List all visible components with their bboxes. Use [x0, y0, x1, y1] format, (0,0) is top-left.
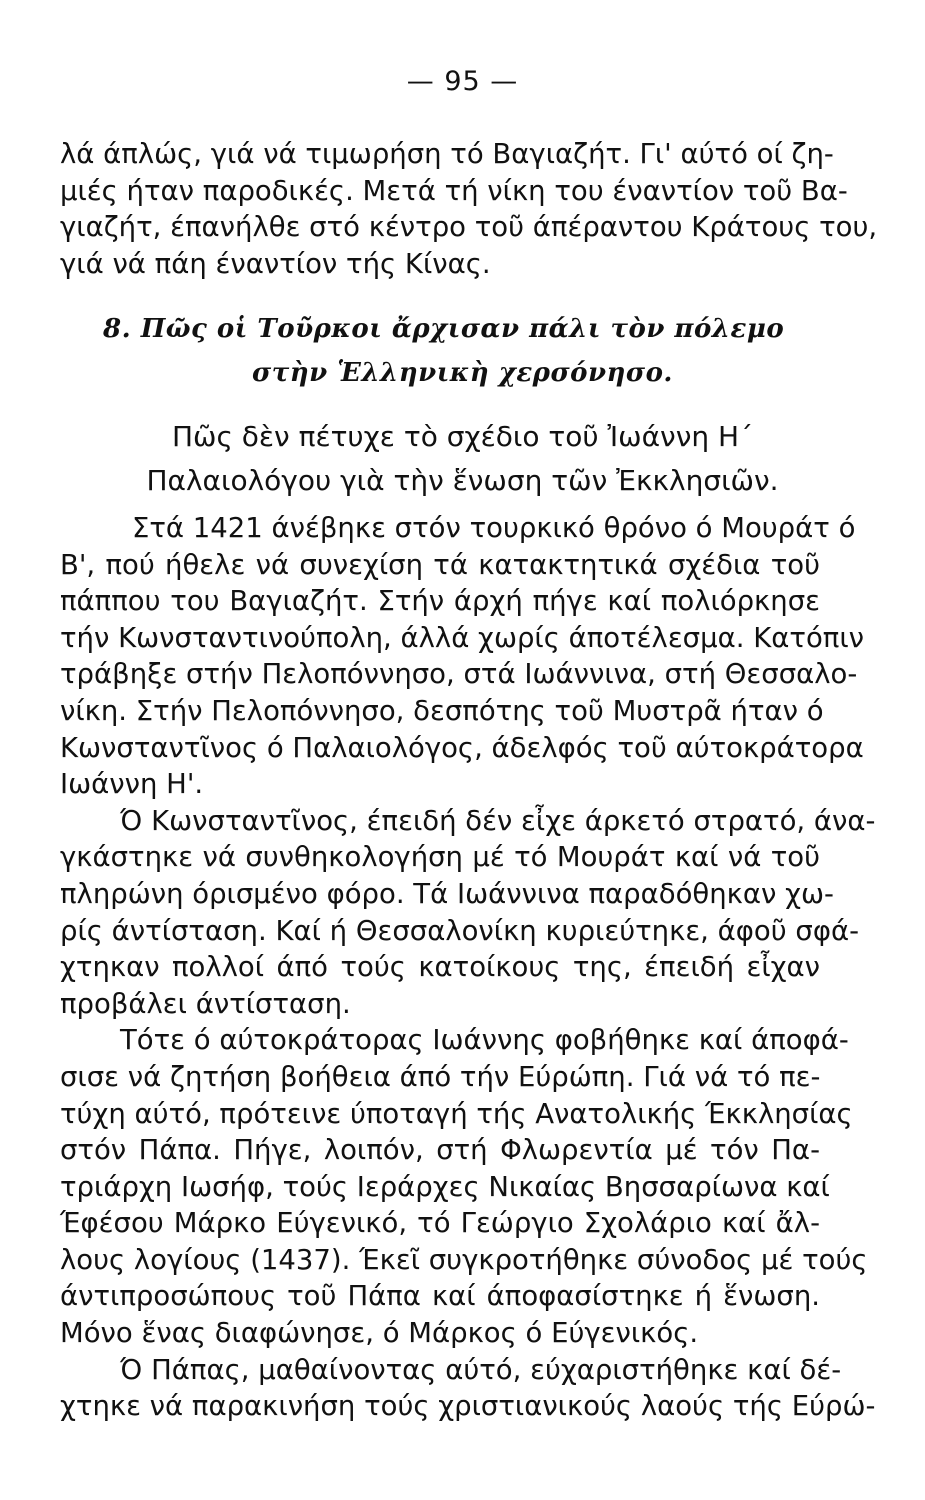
text-line: γκάστηκε νά συνθηκολογήση μέ τό Μουράτ καί νά τοῦ [60, 841, 820, 874]
text-line: γιά νά πάη έναντίον τής Κίνας. [60, 247, 491, 280]
text-line: σισε νά ζητήση βοήθεια άπό τήν Εύρώπη. Γιά νά τό πε- [60, 1060, 821, 1093]
text-line: μιές ήταν παροδικές. Μετά τή νίκη του έναντίον τοῦ Βα- [60, 174, 848, 207]
text-line: Ιωάννη Η'. [60, 768, 204, 801]
paragraph [60, 1022, 868, 1351]
text-line: τήν Κωνσταντινούπολη, άλλά χωρίς άποτέλεσμα. Κατόπιν [60, 621, 864, 654]
text-line: άντιπροσώπους τοῦ Πάπα καί άποφασίστηκε ή ἕνωση. [60, 1280, 820, 1313]
main-text [60, 510, 876, 1425]
page-number: — 95 — [406, 66, 519, 97]
paragraph [60, 1352, 876, 1425]
text-line: Κωνσταντῖνος ό Παλαιολόγος, άδελφός τοῦ αύτοκράτορα [60, 731, 864, 764]
paragraph [60, 510, 864, 803]
text-line: χτηκε νά παρακινήση τούς χριστιανικούς λαούς τής Εύρώ- [60, 1390, 876, 1423]
text-line: προβάλει άντίσταση. [60, 987, 351, 1020]
text-line: ρίς άντίσταση. Καί ή Θεσσαλονίκη κυριεύτηκε, άφοῦ σφά- [60, 914, 860, 947]
text-line: νίκη. Στήν Πελοπόννησο, δεσπότης τοῦ Μυστρᾶ ήταν ό [60, 694, 824, 727]
text-line: λά άπλώς, γιά νά τιμωρήση τό Βαγιαζήτ. Γι' αύτό οί ζη- [60, 138, 834, 170]
paragraph [60, 803, 876, 1023]
text-line: στόν Πάπα. Πήγε, λοιπόν, στή Φλωρεντία μέ τόν Πα- [60, 1134, 820, 1167]
text-line: Στά 1421 άνέβηκε στόν τουρκικό θρόνο ό Μουράτ ό [132, 512, 856, 544]
text-line: πάππου του Βαγιαζήτ. Στήν άρχή πήγε καί πολιόρκησε [60, 585, 820, 618]
text-line: Ό Κωνσταντῖνος, έπειδή δέν εἶχε άρκετό στρατό, άνα- [120, 804, 876, 837]
text-line: γιαζήτ, έπανήλθε στό κέντρο τοῦ άπέραντου Κράτους του, [60, 211, 878, 244]
section-heading-line: στὴν Ἑλληνικὴ χερσόνησο. [252, 358, 673, 388]
text-line: Ό Πάπας, μαθαίνοντας αύτό, εύχαριστήθηκε καί δέ- [120, 1353, 842, 1386]
text-line: τριάρχη Ιωσήφ, τούς Ιεράρχες Νικαίας Βησσαρίωνα καί [60, 1170, 830, 1203]
text-line: τύχη αύτό, πρότεινε ύποταγή τής Ανατολικής Έκκλησίας [60, 1097, 853, 1130]
text-line: Μόνο ἕνας διαφώνησε, ό Μάρκος ό Εύγενικός. [60, 1317, 699, 1350]
text-line: Β', πού ήθελε νά συνεχίση τά κατακτητικά σχέδια τοῦ [60, 548, 820, 581]
text-line: πληρώνη όρισμένο φόρο. Τά Ιωάννινα παραδόθηκαν χω- [60, 877, 834, 910]
text-line: τράβηξε στήν Πελοπόννησο, στά Ιωάννινα, στή Θεσσαλο- [60, 658, 858, 691]
section-subheading-line: Παλαιολόγου γιὰ τὴν ἕνωση τῶν Ἐκκλησιῶν. [146, 464, 779, 497]
section-heading-line: 8. Πῶς οἱ Τοῦρκοι ἄρχισαν πάλι τὸν πόλεμο [103, 314, 785, 344]
section-subheading-line: Πῶς δὲν πέτυχε τὸ σχέδιο τοῦ Ἰωάννη Η΄ [171, 420, 754, 453]
text-line: χτηκαν πολλοί άπό τούς κατοίκους της, έπειδή εἶχαν [60, 951, 820, 984]
opening-text [60, 136, 878, 282]
text-line: Έφέσου Μάρκο Εύγενικό, τό Γεώργιο Σχολάριο καί ἄλ- [60, 1207, 820, 1240]
text-line: λους λογίους (1437). Έκεῖ συγκροτήθηκε σύνοδος μέ τούς [60, 1243, 868, 1276]
text-line: Τότε ό αύτοκράτορας Ιωάννης φοβήθηκε καί άποφά- [120, 1024, 849, 1057]
